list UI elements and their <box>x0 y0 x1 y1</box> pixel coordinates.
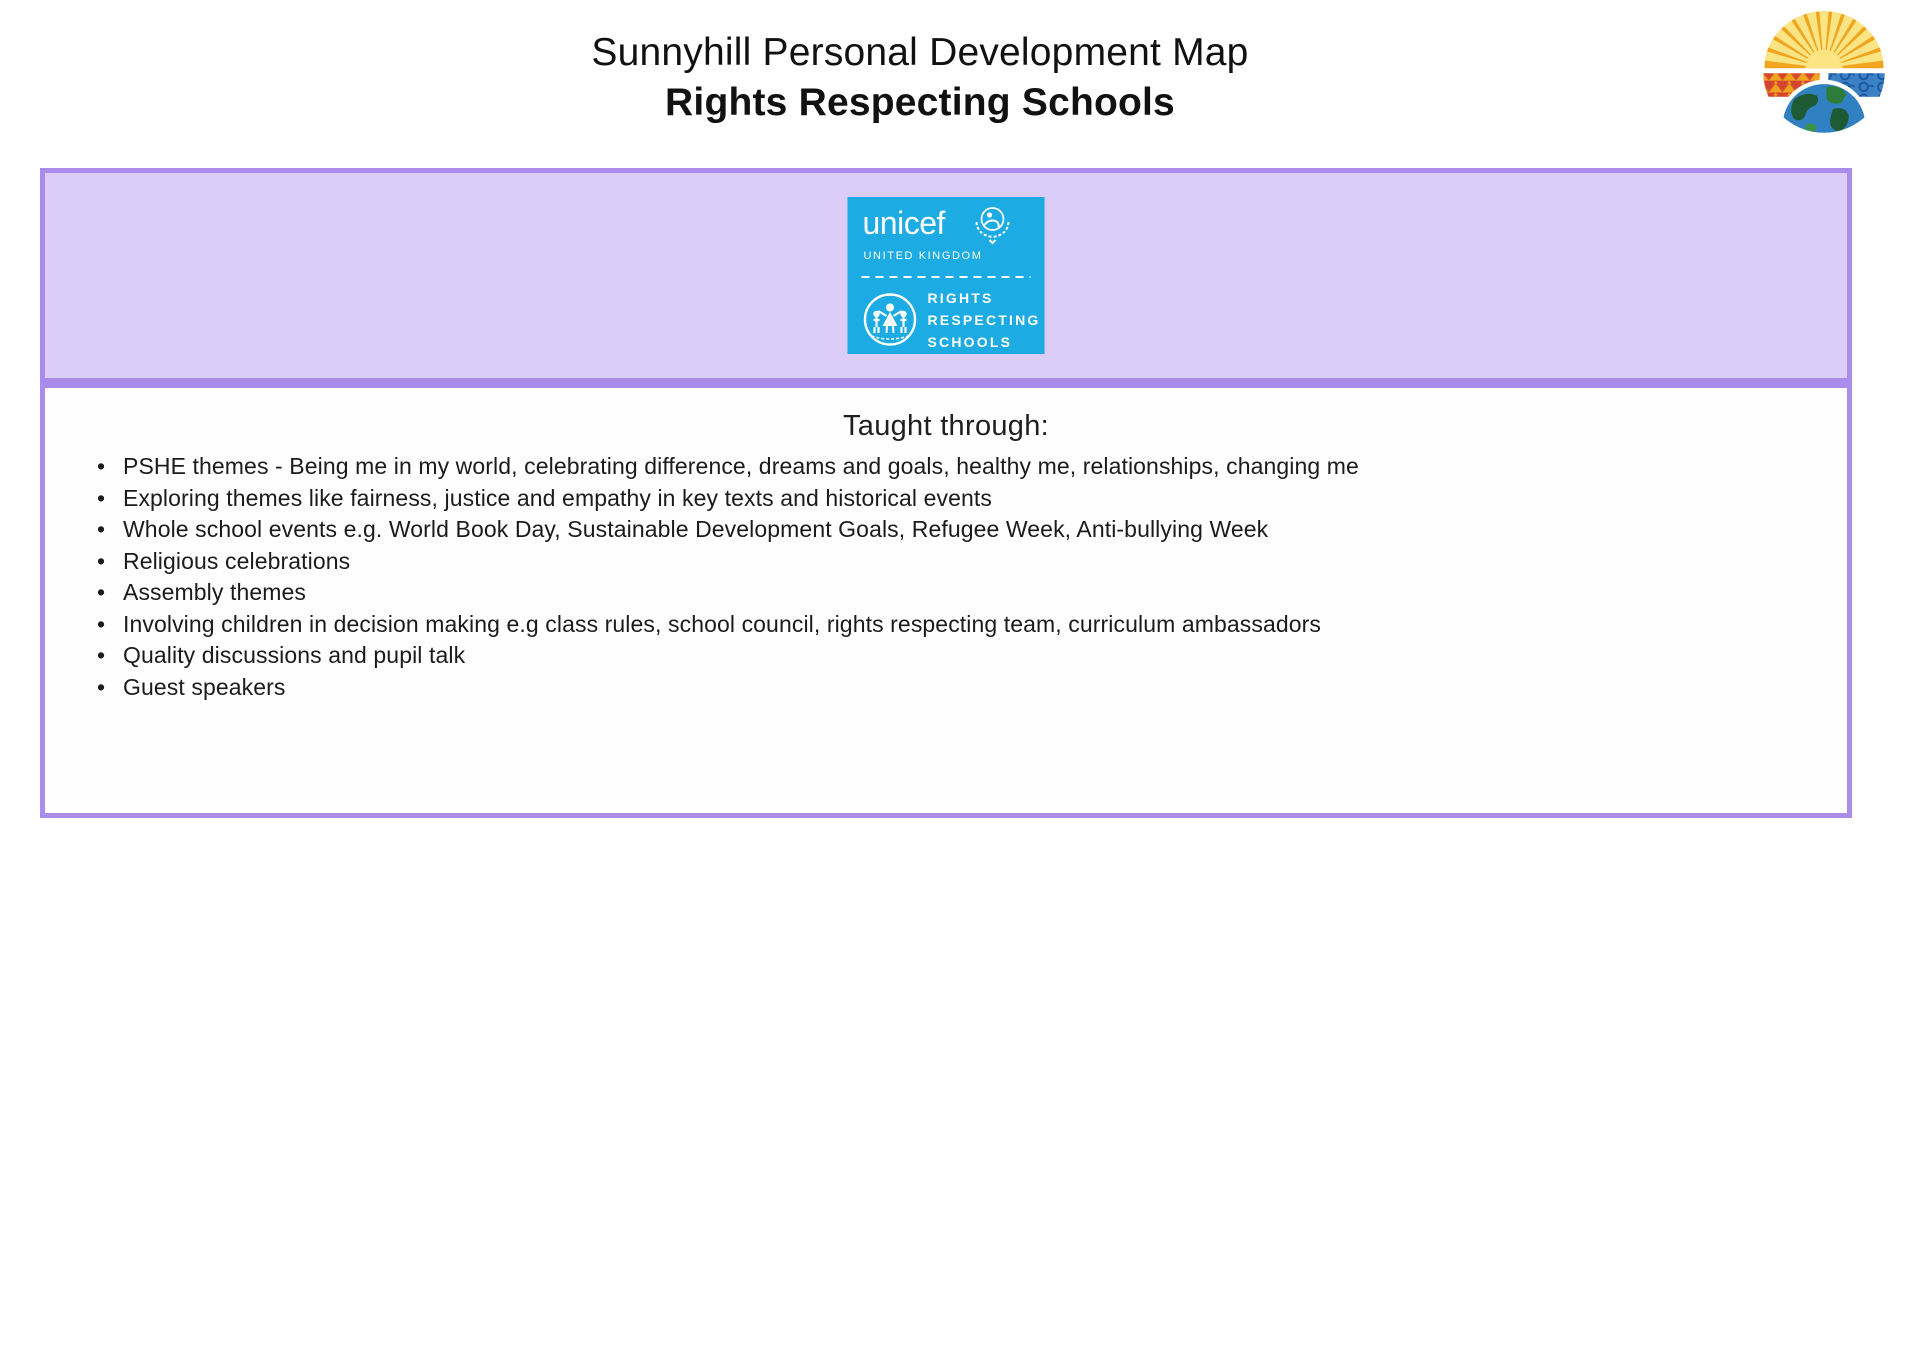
unicef-emblem-icon <box>970 204 1016 250</box>
taught-through-list <box>45 451 1847 703</box>
badge-dashed-divider <box>862 276 1031 278</box>
school-logo-icon <box>1762 10 1886 134</box>
program-line: RESPECTING <box>927 312 1041 328</box>
unicef-region-label: UNITED KINGDOM <box>863 250 983 262</box>
page-title: Sunnyhill Personal Development Map <box>591 31 1249 74</box>
page-subtitle: Rights Respecting Schools <box>665 80 1175 124</box>
program-line: RIGHTS <box>927 290 994 306</box>
list-item: • Involving children in decision making e.g class rules, school council, rights respecting team, curriculum ambassadors <box>97 609 1847 641</box>
list-item: • Assembly themes <box>97 577 1847 609</box>
list-item: • Guest speakers <box>97 672 1847 704</box>
section-heading: Taught through: <box>842 410 1050 442</box>
list-item: • Quality discussions and pupil talk <box>97 640 1847 672</box>
taught-through-box <box>40 383 1852 818</box>
list-item: • Religious celebrations <box>97 546 1847 578</box>
rights-respecting-schools-label <box>928 287 1041 353</box>
unicef-rrs-badge <box>848 197 1045 354</box>
children-circle-icon <box>863 292 918 347</box>
header <box>0 30 1840 127</box>
list-item: • PSHE themes - Being me in my world, celebrating difference, dreams and goals, healthy me, relationships, changing me <box>97 451 1847 483</box>
list-item: • Whole school events e.g. World Book Day, Sustainable Development Goals, Refugee Week, Anti-bullying Week <box>97 514 1847 546</box>
rights-respecting-banner-box <box>40 168 1852 383</box>
program-line: SCHOOLS <box>927 334 1013 350</box>
unicef-wordmark: unicef <box>862 205 945 241</box>
list-item: • Exploring themes like fairness, justice and empathy in key texts and historical events <box>97 483 1847 515</box>
